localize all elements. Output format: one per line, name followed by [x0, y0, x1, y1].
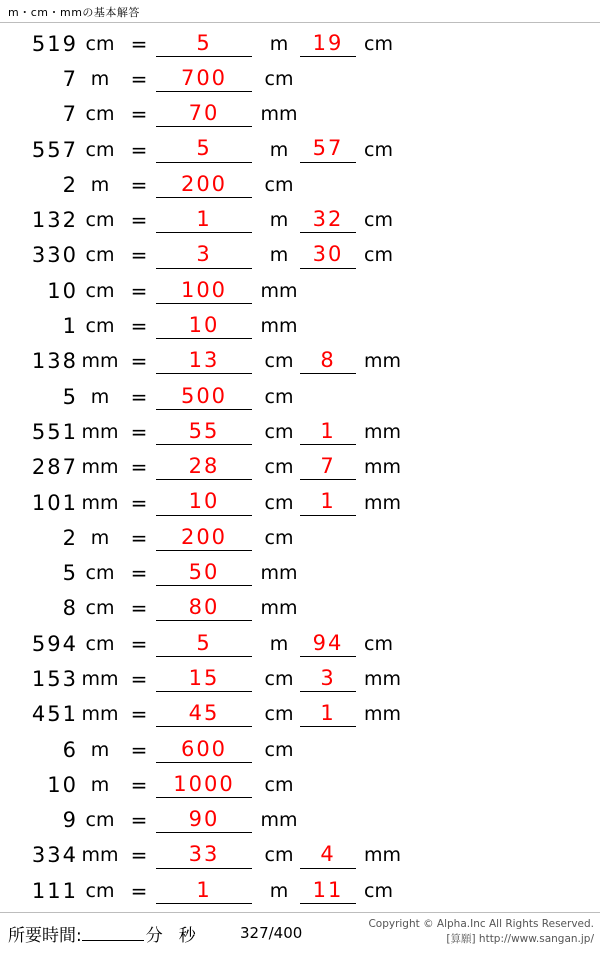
problem-value: 7: [62, 66, 78, 91]
equals-sign: =: [130, 172, 148, 197]
answer-field-secondary[interactable]: 1: [300, 419, 356, 445]
answer-unit-primary: cm: [264, 526, 294, 549]
answer-unit-secondary: cm: [364, 32, 393, 55]
problem-value: 9: [62, 808, 78, 833]
page-footer: [0, 912, 600, 956]
equals-sign: =: [130, 843, 148, 868]
problem-row: [0, 767, 600, 802]
problem-unit: m: [90, 773, 110, 796]
answer-field-secondary[interactable]: 4: [300, 842, 356, 868]
answer-field-primary[interactable]: 45: [156, 701, 252, 727]
equals-sign: =: [130, 278, 148, 303]
problem-value: 10: [47, 772, 78, 797]
problem-value: 2: [62, 172, 78, 197]
problem-row: [0, 414, 600, 449]
answer-field-secondary[interactable]: 7: [300, 454, 356, 480]
answer-field-secondary[interactable]: 11: [300, 878, 356, 904]
equals-sign: =: [130, 314, 148, 339]
problem-row: [0, 697, 600, 732]
problem-value: 594: [31, 631, 78, 656]
copyright-notice: [368, 917, 594, 947]
answer-field-primary[interactable]: 10: [156, 489, 252, 515]
equals-sign: =: [130, 384, 148, 409]
answer-field-primary[interactable]: 13: [156, 348, 252, 374]
answer-field-primary[interactable]: 5: [156, 136, 252, 162]
elapsed-time-field: [8, 921, 196, 946]
answer-field-secondary[interactable]: 1: [300, 489, 356, 515]
answer-unit-primary: cm: [264, 667, 294, 690]
equals-sign: =: [130, 349, 148, 374]
problem-unit: mm: [81, 350, 119, 373]
problem-value: 101: [31, 490, 78, 515]
answer-field-secondary: [300, 114, 356, 115]
answer-unit-primary: cm: [264, 67, 294, 90]
answer-unit-primary: mm: [260, 562, 298, 585]
answer-field-secondary: [300, 290, 356, 291]
equals-sign: =: [130, 243, 148, 268]
problem-row: [0, 97, 600, 132]
answer-field-primary[interactable]: 5: [156, 631, 252, 657]
problem-row: [0, 132, 600, 167]
answer-field-secondary[interactable]: 94: [300, 631, 356, 657]
problem-value: 519: [31, 31, 78, 56]
equals-sign: =: [130, 737, 148, 762]
equals-sign: =: [130, 878, 148, 903]
answer-field-secondary: [300, 573, 356, 574]
problem-row: [0, 803, 600, 838]
header-divider: [0, 22, 600, 23]
problem-row: [0, 379, 600, 414]
second-unit-label: 秒: [178, 926, 196, 946]
problem-value: 2: [62, 525, 78, 550]
problem-value: 8: [62, 596, 78, 621]
equals-sign: =: [130, 561, 148, 586]
answer-unit-primary: m: [269, 209, 289, 232]
answer-field-primary[interactable]: 700: [156, 66, 252, 92]
answer-field-secondary[interactable]: 3: [300, 666, 356, 692]
answer-unit-secondary: mm: [364, 667, 402, 690]
answer-field-secondary: [300, 396, 356, 397]
answer-unit-secondary: mm: [364, 420, 402, 443]
elapsed-time-label: 所要時間:: [8, 926, 82, 946]
problem-unit: mm: [81, 844, 119, 867]
answer-field-secondary: [300, 537, 356, 538]
answer-unit-primary: cm: [264, 456, 294, 479]
answer-field-primary[interactable]: 500: [156, 384, 252, 410]
problem-unit: m: [90, 385, 110, 408]
answer-unit-primary: mm: [260, 103, 298, 126]
answer-unit-secondary: mm: [364, 703, 402, 726]
answer-field-primary[interactable]: 1000: [156, 772, 252, 798]
problem-row: [0, 591, 600, 626]
problem-unit: cm: [85, 809, 115, 832]
answer-unit-primary: cm: [264, 173, 294, 196]
answer-unit-secondary: cm: [364, 209, 393, 232]
answer-unit-primary: m: [269, 879, 289, 902]
equals-sign: =: [130, 666, 148, 691]
minute-unit-label: 分: [145, 926, 163, 946]
answer-field-primary[interactable]: 1: [156, 878, 252, 904]
answer-unit-primary: m: [269, 138, 289, 161]
answer-field-secondary[interactable]: 57: [300, 136, 356, 162]
answer-unit-primary: cm: [264, 738, 294, 761]
answer-field-secondary: [300, 326, 356, 327]
page-count: 327/400: [240, 924, 303, 942]
answer-field-primary[interactable]: 50: [156, 560, 252, 586]
answer-unit-primary: cm: [264, 385, 294, 408]
page-title: m・cm・mmの基本解答: [8, 6, 140, 19]
problem-unit: cm: [85, 632, 115, 655]
problem-row: [0, 167, 600, 202]
problem-list: [0, 26, 600, 908]
equals-sign: =: [130, 596, 148, 621]
answer-field-secondary: [300, 184, 356, 185]
answer-field-primary[interactable]: 100: [156, 278, 252, 304]
problem-value: 153: [31, 666, 78, 691]
equals-sign: =: [130, 137, 148, 162]
answer-field-secondary: [300, 78, 356, 79]
problem-value: 6: [62, 737, 78, 762]
answer-field-primary[interactable]: 90: [156, 807, 252, 833]
equals-sign: =: [130, 102, 148, 127]
answer-field-primary[interactable]: 70: [156, 101, 252, 127]
answer-unit-secondary: mm: [364, 844, 402, 867]
answer-unit-primary: cm: [264, 844, 294, 867]
answer-field-primary[interactable]: 1: [156, 207, 252, 233]
problem-unit: cm: [85, 562, 115, 585]
problem-unit: cm: [85, 138, 115, 161]
answer-field-secondary: [300, 820, 356, 821]
answer-unit-primary: mm: [260, 279, 298, 302]
problem-value: 451: [31, 702, 78, 727]
problem-value: 138: [31, 349, 78, 374]
footer-divider: [0, 912, 600, 913]
answer-unit-secondary: cm: [364, 879, 393, 902]
answer-field-secondary: [300, 784, 356, 785]
problem-value: 111: [31, 878, 78, 903]
answer-unit-primary: cm: [264, 491, 294, 514]
problem-unit: cm: [85, 103, 115, 126]
problem-unit: mm: [81, 456, 119, 479]
copyright-line-2: [算願] http://www.sangan.jp/: [446, 933, 594, 946]
answer-unit-primary: cm: [264, 773, 294, 796]
problem-row: [0, 838, 600, 873]
problem-value: 330: [31, 243, 78, 268]
equals-sign: =: [130, 631, 148, 656]
problem-value: 334: [31, 843, 78, 868]
answer-field-primary[interactable]: 15: [156, 666, 252, 692]
minute-input-blank[interactable]: [82, 940, 144, 941]
problem-value: 287: [31, 455, 78, 480]
answer-field-secondary: [300, 749, 356, 750]
answer-field-primary[interactable]: 200: [156, 172, 252, 198]
problem-row: [0, 485, 600, 520]
problem-unit: mm: [81, 703, 119, 726]
problem-unit: cm: [85, 244, 115, 267]
answer-field-secondary[interactable]: 8: [300, 348, 356, 374]
equals-sign: =: [130, 525, 148, 550]
answer-unit-secondary: mm: [364, 456, 402, 479]
problem-unit: cm: [85, 279, 115, 302]
problem-row: [0, 344, 600, 379]
equals-sign: =: [130, 208, 148, 233]
answer-field-primary[interactable]: 5: [156, 31, 252, 57]
equals-sign: =: [130, 490, 148, 515]
copyright-line-1: Copyright © Alpha.Inc All Rights Reserved.: [368, 918, 594, 930]
problem-value: 7: [62, 102, 78, 127]
problem-value: 132: [31, 208, 78, 233]
answer-unit-secondary: cm: [364, 138, 393, 161]
equals-sign: =: [130, 702, 148, 727]
problem-row: [0, 26, 600, 61]
answer-unit-primary: mm: [260, 597, 298, 620]
answer-unit-primary: cm: [264, 350, 294, 373]
problem-row: [0, 61, 600, 96]
answer-field-secondary[interactable]: 30: [300, 242, 356, 268]
answer-field-primary[interactable]: 55: [156, 419, 252, 445]
answer-unit-secondary: cm: [364, 244, 393, 267]
equals-sign: =: [130, 455, 148, 480]
problem-row: [0, 308, 600, 343]
answer-unit-secondary: mm: [364, 491, 402, 514]
answer-unit-primary: cm: [264, 420, 294, 443]
problem-unit: mm: [81, 491, 119, 514]
problem-value: 10: [47, 278, 78, 303]
answer-field-primary[interactable]: 3: [156, 242, 252, 268]
problem-unit: cm: [85, 879, 115, 902]
answer-field-secondary[interactable]: 1: [300, 701, 356, 727]
answer-unit-primary: mm: [260, 809, 298, 832]
answer-unit-primary: m: [269, 244, 289, 267]
problem-row: [0, 873, 600, 908]
problem-row: [0, 273, 600, 308]
problem-unit: cm: [85, 315, 115, 338]
problem-value: 551: [31, 419, 78, 444]
answer-field-primary[interactable]: 33: [156, 842, 252, 868]
equals-sign: =: [130, 419, 148, 444]
problem-unit: cm: [85, 32, 115, 55]
problem-row: [0, 626, 600, 661]
answer-unit-primary: m: [269, 632, 289, 655]
equals-sign: =: [130, 31, 148, 56]
answer-unit-primary: mm: [260, 315, 298, 338]
problem-row: [0, 450, 600, 485]
problem-row: [0, 520, 600, 555]
problem-unit: m: [90, 526, 110, 549]
answer-unit-primary: m: [269, 32, 289, 55]
equals-sign: =: [130, 772, 148, 797]
problem-row: [0, 202, 600, 237]
problem-row: [0, 555, 600, 590]
answer-field-primary[interactable]: 600: [156, 737, 252, 763]
answer-unit-secondary: cm: [364, 632, 393, 655]
equals-sign: =: [130, 808, 148, 833]
problem-value: 557: [31, 137, 78, 162]
answer-field-primary[interactable]: 80: [156, 595, 252, 621]
problem-unit: m: [90, 67, 110, 90]
problem-unit: m: [90, 738, 110, 761]
answer-field-secondary[interactable]: 19: [300, 31, 356, 57]
problem-unit: cm: [85, 209, 115, 232]
answer-field-primary[interactable]: 28: [156, 454, 252, 480]
answer-unit-secondary: mm: [364, 350, 402, 373]
problem-unit: mm: [81, 667, 119, 690]
problem-row: [0, 732, 600, 767]
equals-sign: =: [130, 66, 148, 91]
problem-value: 1: [62, 314, 78, 339]
problem-row: [0, 661, 600, 696]
answer-field-primary[interactable]: 200: [156, 525, 252, 551]
answer-unit-primary: cm: [264, 703, 294, 726]
problem-unit: cm: [85, 597, 115, 620]
problem-value: 5: [62, 561, 78, 586]
answer-field-secondary[interactable]: 32: [300, 207, 356, 233]
problem-unit: mm: [81, 420, 119, 443]
problem-unit: m: [90, 173, 110, 196]
problem-value: 5: [62, 384, 78, 409]
answer-field-primary[interactable]: 10: [156, 313, 252, 339]
answer-field-secondary: [300, 608, 356, 609]
problem-row: [0, 238, 600, 273]
